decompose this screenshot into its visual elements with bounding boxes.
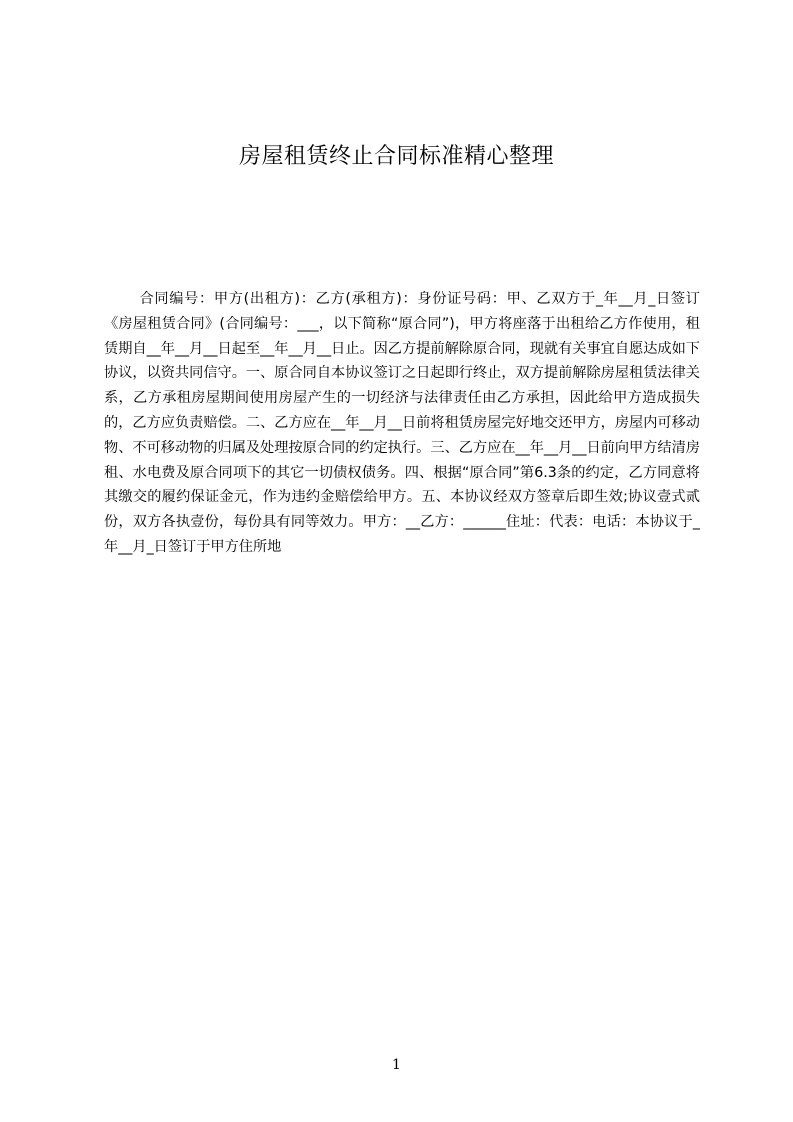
page-number: 1 [392,1057,401,1073]
contract-body-paragraph: 合同编号：甲方(出租方)：乙方(承租方)：身份证号码：甲、乙双方于_年__月_日签订《房屋租赁合同》(合同编号：___，以下简称“原合同”)，甲方将座落于出租给乙方作使用，租赁期自__年__月__日起至__年__月__日止。因乙方提前解除原合同，现就有关事宜自愿达成如下协议，以资共同信守。一、原合同自本协议签订之日起即行终止，双方提前解除房屋租赁法律关系，乙方承租房屋期间使用房屋产生的一切经济与法律责任由乙方承担，因此给甲方造成损失的，乙方应负责赔偿。二、乙方应在__年__月__日前将租赁房屋完好地交还甲方，房屋内可移动物、不可移动物的归属及处理按原合同的约定执行。三、乙方应在__年__月__日前向甲方结清房租、水电费及原合同项下的其它一切债权债务。四、根据“原合同”第6.3条的约定，乙方同意将其缴交的履约保证金元，作为违约金赔偿给甲方。五、本协议经双方签章后即生效;协议壹式贰份，双方各执壹份，每份具有同等效力。甲方：__乙方：______住址：代表：电话：本协议于_年__月_日签订于甲方住所地 [104,291,700,555]
document-title: 房屋租赁终止合同标准精心整理 [238,144,554,169]
